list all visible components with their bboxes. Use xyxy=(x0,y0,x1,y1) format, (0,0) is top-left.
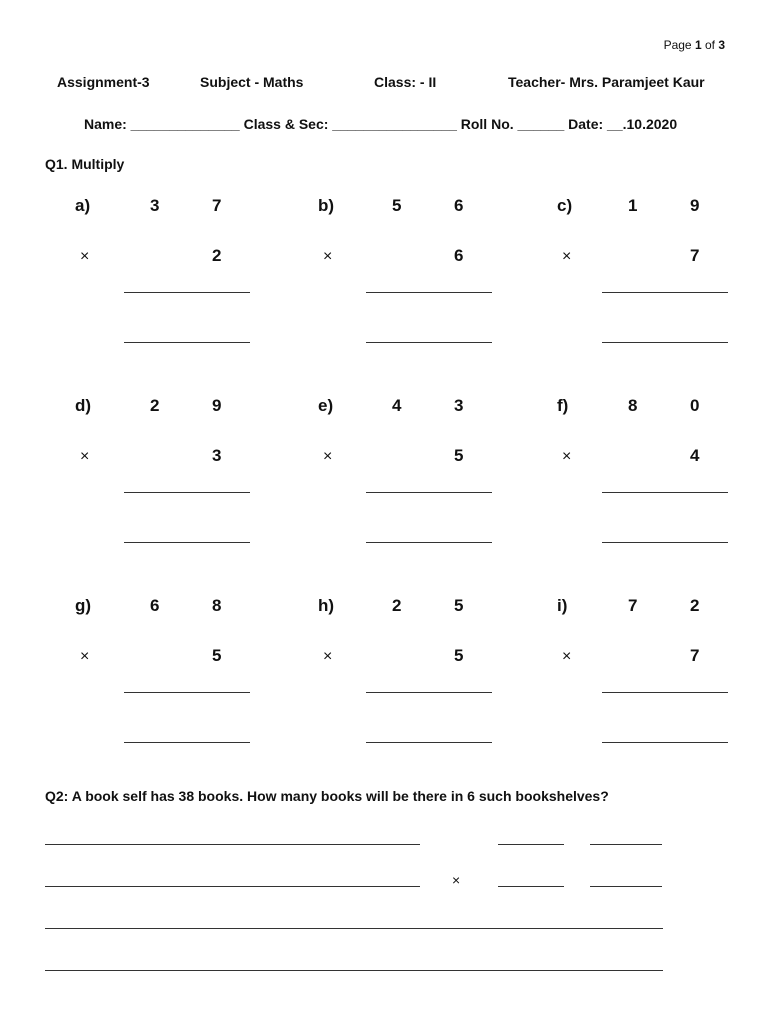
q2-working-blank[interactable] xyxy=(498,844,564,845)
ones-digit: 5 xyxy=(454,596,464,615)
multiply-sign: × xyxy=(323,248,333,265)
q2-working-blank[interactable] xyxy=(498,886,564,887)
working-line[interactable] xyxy=(366,292,492,293)
ones-digit: 3 xyxy=(454,396,464,415)
working-line[interactable] xyxy=(602,692,728,693)
q2-working-blank[interactable] xyxy=(590,844,662,845)
multiplier-digit: 4 xyxy=(690,446,700,465)
ones-digit: 9 xyxy=(690,196,700,215)
problem-label: f) xyxy=(557,396,569,415)
multiplier-digit: 5 xyxy=(454,646,464,665)
tens-digit: 5 xyxy=(392,196,402,215)
multiply-sign: × xyxy=(562,448,572,465)
multiplier-digit: 7 xyxy=(690,246,700,265)
multiply-sign: × xyxy=(562,248,572,265)
q2-multiply-sign: × xyxy=(452,872,461,888)
q2-answer-line[interactable] xyxy=(45,970,663,971)
multiplier-digit: 3 xyxy=(212,446,222,465)
ones-digit: 2 xyxy=(690,596,700,615)
tens-digit: 8 xyxy=(628,396,638,415)
tens-digit: 6 xyxy=(150,596,160,615)
multiplier-digit: 2 xyxy=(212,246,222,265)
ones-digit: 7 xyxy=(212,196,222,215)
q2-answer-line[interactable] xyxy=(45,886,420,887)
q2-answer-line[interactable] xyxy=(45,844,420,845)
multiply-sign: × xyxy=(562,648,572,665)
answer-line[interactable] xyxy=(124,542,250,543)
ones-digit: 8 xyxy=(212,596,222,615)
working-line[interactable] xyxy=(366,492,492,493)
working-line[interactable] xyxy=(124,492,250,493)
subject-label: Subject - Maths xyxy=(200,74,304,90)
page-number: Page 1 of 3 xyxy=(663,38,725,52)
multiply-sign: × xyxy=(80,448,90,465)
q2-working-blank[interactable] xyxy=(590,886,662,887)
working-line[interactable] xyxy=(602,492,728,493)
problem-label: d) xyxy=(75,396,92,415)
problem-label: c) xyxy=(557,196,573,215)
class-label: Class: - II xyxy=(374,74,437,90)
tens-digit: 7 xyxy=(628,596,638,615)
q2-answer-line[interactable] xyxy=(45,928,663,929)
ones-digit: 0 xyxy=(690,396,700,415)
answer-line[interactable] xyxy=(366,742,492,743)
multiply-sign: × xyxy=(80,648,90,665)
tens-digit: 3 xyxy=(150,196,160,215)
working-line[interactable] xyxy=(124,292,250,293)
working-line[interactable] xyxy=(366,692,492,693)
tens-digit: 4 xyxy=(392,396,402,415)
working-line[interactable] xyxy=(124,692,250,693)
assignment-label: Assignment-3 xyxy=(57,74,150,90)
multiplier-digit: 6 xyxy=(454,246,464,265)
problem-label: e) xyxy=(318,396,334,415)
problem-label: b) xyxy=(318,196,335,215)
ones-digit: 6 xyxy=(454,196,464,215)
teacher-label: Teacher- Mrs. Paramjeet Kaur xyxy=(508,74,705,90)
answer-line[interactable] xyxy=(602,742,728,743)
problem-label: a) xyxy=(75,196,91,215)
q1-title: Q1. Multiply xyxy=(45,156,125,172)
student-info-line: Name: ______________ Class & Sec: ________________ Roll No. ______ Date: __.10.2020 xyxy=(84,116,678,132)
answer-line[interactable] xyxy=(366,542,492,543)
multiplier-digit: 7 xyxy=(690,646,700,665)
answer-line[interactable] xyxy=(602,542,728,543)
answer-line[interactable] xyxy=(602,342,728,343)
working-line[interactable] xyxy=(602,292,728,293)
tens-digit: 2 xyxy=(392,596,402,615)
ones-digit: 9 xyxy=(212,396,222,415)
tens-digit: 2 xyxy=(150,396,160,415)
answer-line[interactable] xyxy=(366,342,492,343)
problem-label: i) xyxy=(557,596,568,615)
problem-label: g) xyxy=(75,596,92,615)
multiplier-digit: 5 xyxy=(454,446,464,465)
multiply-sign: × xyxy=(80,248,90,265)
tens-digit: 1 xyxy=(628,196,638,215)
multiply-sign: × xyxy=(323,648,333,665)
multiply-sign: × xyxy=(323,448,333,465)
q2-question: Q2: A book self has 38 books. How many books will be there in 6 such bookshelves? xyxy=(45,788,609,804)
problem-label: h) xyxy=(318,596,335,615)
answer-line[interactable] xyxy=(124,742,250,743)
multiplier-digit: 5 xyxy=(212,646,222,665)
answer-line[interactable] xyxy=(124,342,250,343)
